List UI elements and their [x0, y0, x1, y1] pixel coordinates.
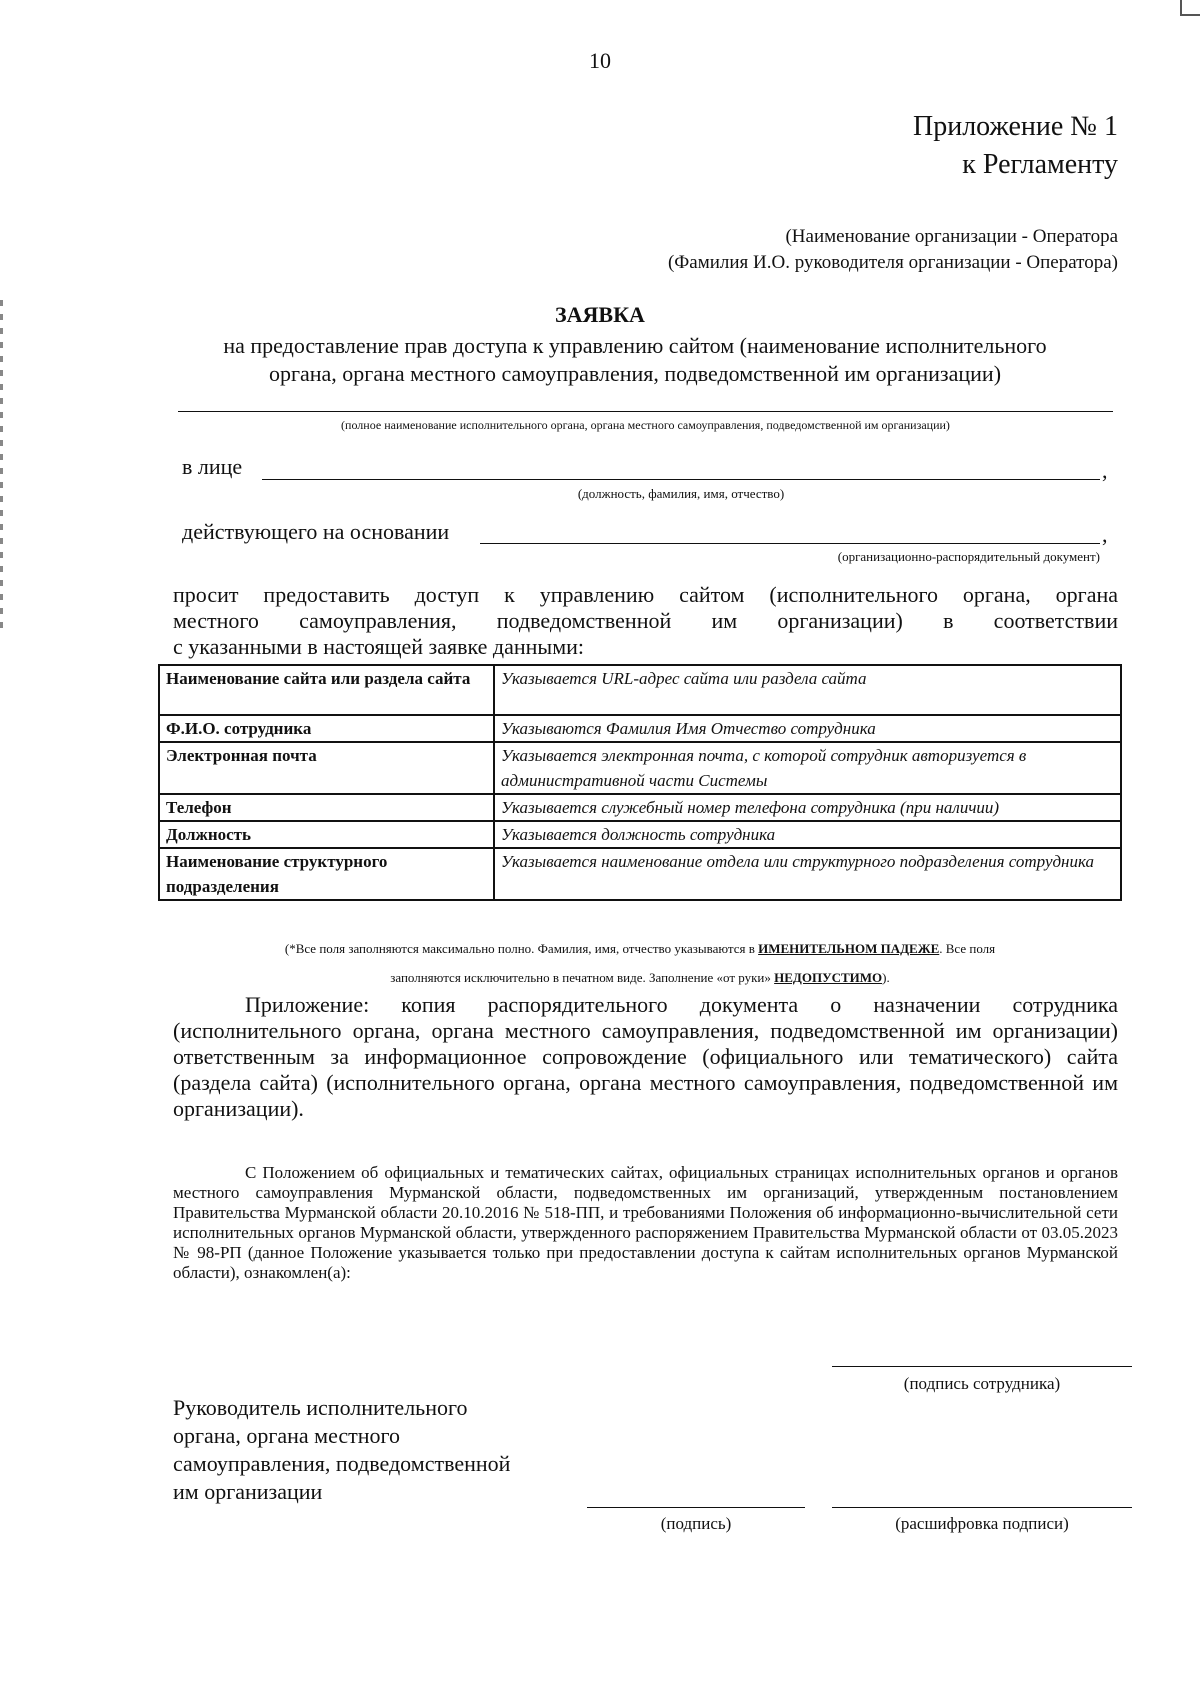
basis-caption: (организационно-распорядительный документ) [837, 549, 1100, 564]
document-subtitle [180, 332, 1090, 388]
request-line-3: с указанными в настоящей заявке данными: [173, 634, 585, 659]
request-line-2: местного самоуправления, подведомственной им организации) в соответствии [173, 608, 1118, 633]
person-caption: (должность, фамилия, имя, отчество) [577, 486, 785, 501]
head-decoding-line[interactable] [832, 1507, 1132, 1508]
page-number: 10 [589, 48, 611, 73]
addressee-head: (Фамилия И.О. руководителя организации - Оператора) [667, 252, 1118, 273]
document-subtitle-line2: органа, органа местного самоуправления, подведомственной им организации) [268, 361, 1002, 386]
table-key-cell: Ф.И.О. сотрудника [159, 715, 494, 742]
appendix-title: Приложение № 1 [913, 111, 1118, 142]
scan-edge-artifact [0, 300, 3, 630]
request-text [173, 582, 1118, 660]
appendix-subtitle: к Регламенту [962, 149, 1118, 180]
head-title-line-4: им организации [173, 1479, 323, 1504]
addressee-org: (Наименование организации - Оператора [785, 226, 1118, 247]
table-value-cell[interactable]: Указываются Фамилия Имя Отчество сотрудника [494, 715, 1121, 742]
head-signature-line[interactable] [587, 1507, 805, 1508]
note-part-1: (*Все поля заполняются максимально полно. Фамилия, имя, отчество указываются в [284, 941, 759, 956]
note-emphasis-handwriting: НЕДОПУСТИМО [774, 970, 883, 985]
person-field-line[interactable] [262, 479, 1100, 480]
table-row [159, 848, 1121, 900]
table-row [159, 794, 1121, 821]
note-emphasis-case: ИМЕНИТЕЛЬНОМ ПАДЕЖЕ [758, 941, 940, 956]
note-part-4: ). [882, 970, 890, 985]
table-row [159, 742, 1121, 794]
basis-field-line[interactable] [480, 543, 1100, 544]
head-title-line-2: органа, органа местного [173, 1423, 401, 1448]
table-key-cell: Наименование структурного подразделения [159, 848, 494, 900]
head-decoding-caption: (расшифровка подписи) [895, 1514, 1069, 1533]
table-row [159, 821, 1121, 848]
request-line-1: просит предоставить доступ к управлению сайтом (исполнительного органа, органа [173, 582, 1118, 607]
org-name-caption: (полное наименование исполнительного органа, органа местного самоуправления, подведомственной им организации) [341, 418, 950, 432]
head-title-line-1: Руководитель исполнительного [173, 1395, 468, 1420]
fill-note [160, 934, 1120, 992]
table-value-cell[interactable]: Указывается служебный номер телефона сотрудника (при наличии) [494, 794, 1121, 821]
employee-signature-caption: (подпись сотрудника) [903, 1374, 1061, 1393]
addressee-block [668, 224, 1118, 276]
head-title-line-3: самоуправления, подведомственной [173, 1451, 511, 1476]
head-title-block [173, 1394, 593, 1506]
attachment-paragraph: Приложение: копия распорядительного документа о назначении сотрудника (исполнительного органа, органа местного самоуправления, подведомственной им организации) ответственным за информационное сопровождение (официального или тематического) сайта (раздела сайта) (исполнительного органа, органа местного самоуправления, подведомственной им организации). [173, 992, 1118, 1121]
person-comma: , [1102, 458, 1108, 483]
basis-label: действующего на основании [182, 519, 450, 544]
table-key-cell: Телефон [159, 794, 494, 821]
document-title: ЗАЯВКА [555, 302, 645, 327]
scan-corner-artifact [1180, 0, 1200, 16]
org-name-field-line[interactable] [178, 411, 1113, 412]
familiarization-paragraph: С Положением об официальных и тематических сайтах, официальных страницах исполнительных органов и органов местного самоуправления Мурманской области, подведомственных им организаций, утвержденным постановлением Правительства Мурманской области 20.10.2016 № 518-ПП, и требованиями Положения об информационно-вычислительной сети исполнительных органов Мурманской области, утвержденного распоряжением Правительства Мурманской области от 03.05.2023 № 98-РП (данное Положение указывается только при предоставлении доступа к сайтам исполнительных органов Мурманской области), ознакомлен(а): [173, 1163, 1118, 1282]
table-key-cell: Наименование сайта или раздела сайта [159, 665, 494, 715]
note-part-2: . Все поля [939, 941, 996, 956]
table-row [159, 715, 1121, 742]
table-key-cell: Электронная почта [159, 742, 494, 794]
table-value-cell[interactable]: Указывается наименование отдела или структурного подразделения сотрудника [494, 848, 1121, 900]
access-data-table [158, 664, 1122, 901]
employee-signature-line[interactable] [832, 1366, 1132, 1367]
head-signature-caption: (подпись) [660, 1514, 732, 1533]
note-part-3: заполняются исключительно в печатном виде. Заполнение «от руки» [390, 970, 775, 985]
table-key-cell: Должность [159, 821, 494, 848]
basis-comma: , [1102, 522, 1108, 547]
table-value-cell[interactable]: Указывается URL-адрес сайта или раздела сайта [494, 665, 1121, 715]
table-value-cell[interactable]: Указывается электронная почта, с которой сотрудник авторизуется в административной части Системы [494, 742, 1121, 794]
person-label: в лице [182, 454, 243, 479]
table-row [159, 665, 1121, 715]
document-subtitle-line1: на предоставление прав доступа к управлению сайтом (наименование исполнительного [223, 333, 1047, 358]
table-value-cell[interactable]: Указывается должность сотрудника [494, 821, 1121, 848]
